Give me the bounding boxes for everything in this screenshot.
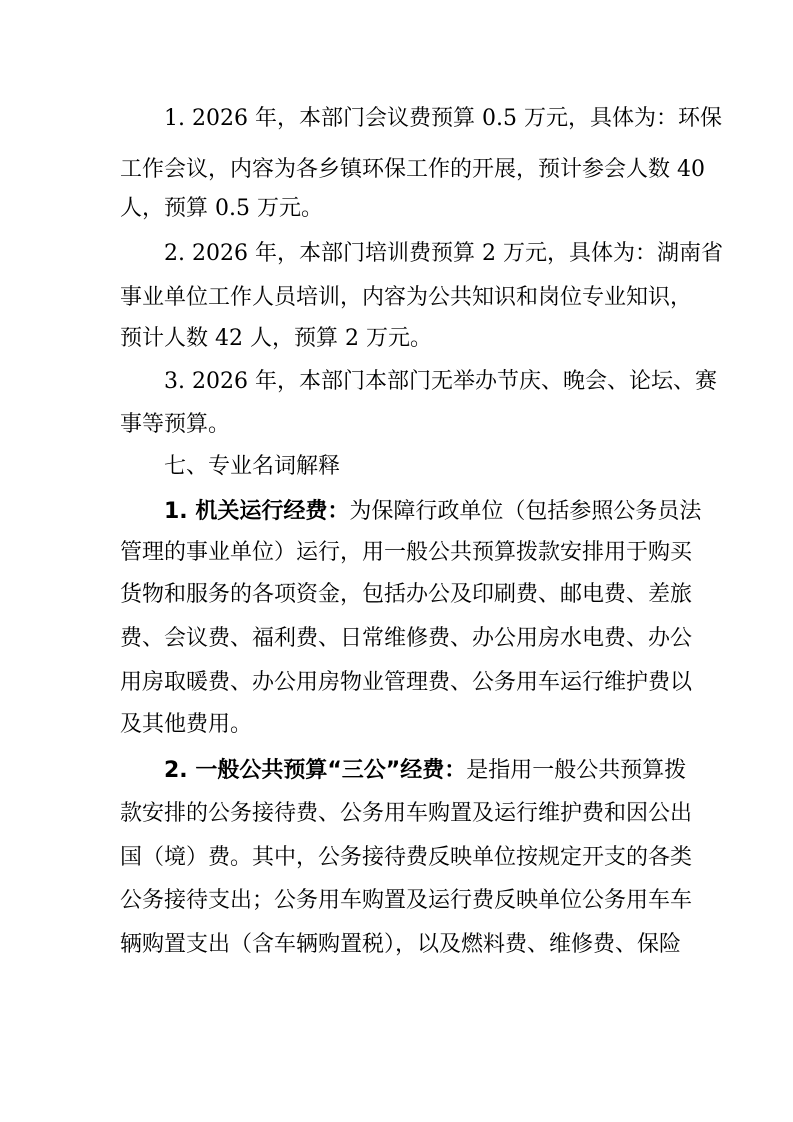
paragraph-line — [120, 799, 693, 829]
paragraph-line — [164, 104, 722, 134]
line-text: 公务接待支出；公务用车购置及运行费反映单位公务用车车 — [120, 888, 693, 913]
paragraph-line — [120, 155, 705, 185]
heading-text: 七、专业名词解释 — [164, 454, 341, 479]
line-text: 费、会议费、福利费、日常维修费、办公用房水电费、办公 — [120, 626, 693, 651]
line-text: 人，预算 0.5 万元。 — [120, 196, 323, 221]
paragraph-line — [120, 283, 693, 313]
line-text: 工作会议，内容为各乡镇环保工作的开展，预计参会人数 40 — [120, 157, 705, 182]
section-heading — [164, 452, 680, 482]
line-text: 管理的事业单位）运行，用一般公共预算拨款安排用于购买 — [120, 540, 693, 565]
line-text: 事业单位工作人员培训，内容为公共知识和岗位专业知识， — [120, 285, 693, 310]
line-text: 为保障行政单位（包括参照公务员法 — [349, 499, 702, 524]
line-text: 1. 2026 年，本部门会议费预算 0.5 万元，具体为：环保 — [164, 106, 722, 131]
line-text: 货物和服务的各项资金，包括办公及印刷费、邮电费、差旅 — [120, 582, 693, 607]
paragraph-line — [120, 668, 693, 698]
paragraph-line — [120, 538, 693, 568]
line-text: 国（境）费。其中，公务接待费反映单位按规定开支的各类 — [120, 845, 693, 870]
line-text: 用房取暖费、办公用房物业管理费、公务用车运行维护费以 — [120, 670, 693, 695]
line-text: 预计人数 42 人，预算 2 万元。 — [120, 326, 432, 351]
line-text: 3. 2026 年，本部门本部门无举办节庆、晚会、论坛、赛 — [164, 369, 717, 394]
line-text: 是指用一般公共预算拨 — [466, 758, 687, 783]
line-text: 辆购置支出（含车辆购置税），以及燃料费、维修费、保险 — [120, 932, 682, 957]
paragraph-line — [120, 580, 693, 610]
paragraph-line — [120, 930, 680, 960]
line-text: 事等预算。 — [120, 412, 231, 437]
paragraph-line — [164, 239, 723, 269]
line-text: 及其他费用。 — [120, 712, 253, 737]
paragraph-line — [120, 410, 680, 440]
paragraph-line — [120, 324, 680, 354]
paragraph-line — [120, 710, 680, 740]
paragraph-line — [164, 367, 717, 397]
paragraph-line — [164, 756, 687, 786]
paragraph-line — [120, 886, 693, 916]
line-text: 2. 2026 年，本部门培训费预算 2 万元，具体为：湖南省 — [164, 241, 723, 266]
line-text: 款安排的公务接待费、公务用车购置及运行维护费和因公出 — [120, 801, 693, 826]
term-label: 1. 机关运行经费： — [164, 499, 350, 524]
paragraph-line — [120, 194, 680, 224]
paragraph-line — [164, 497, 702, 527]
term-label: 2. 一般公共预算“三公”经费： — [164, 758, 467, 783]
paragraph-line — [120, 624, 693, 654]
paragraph-line — [120, 843, 693, 873]
